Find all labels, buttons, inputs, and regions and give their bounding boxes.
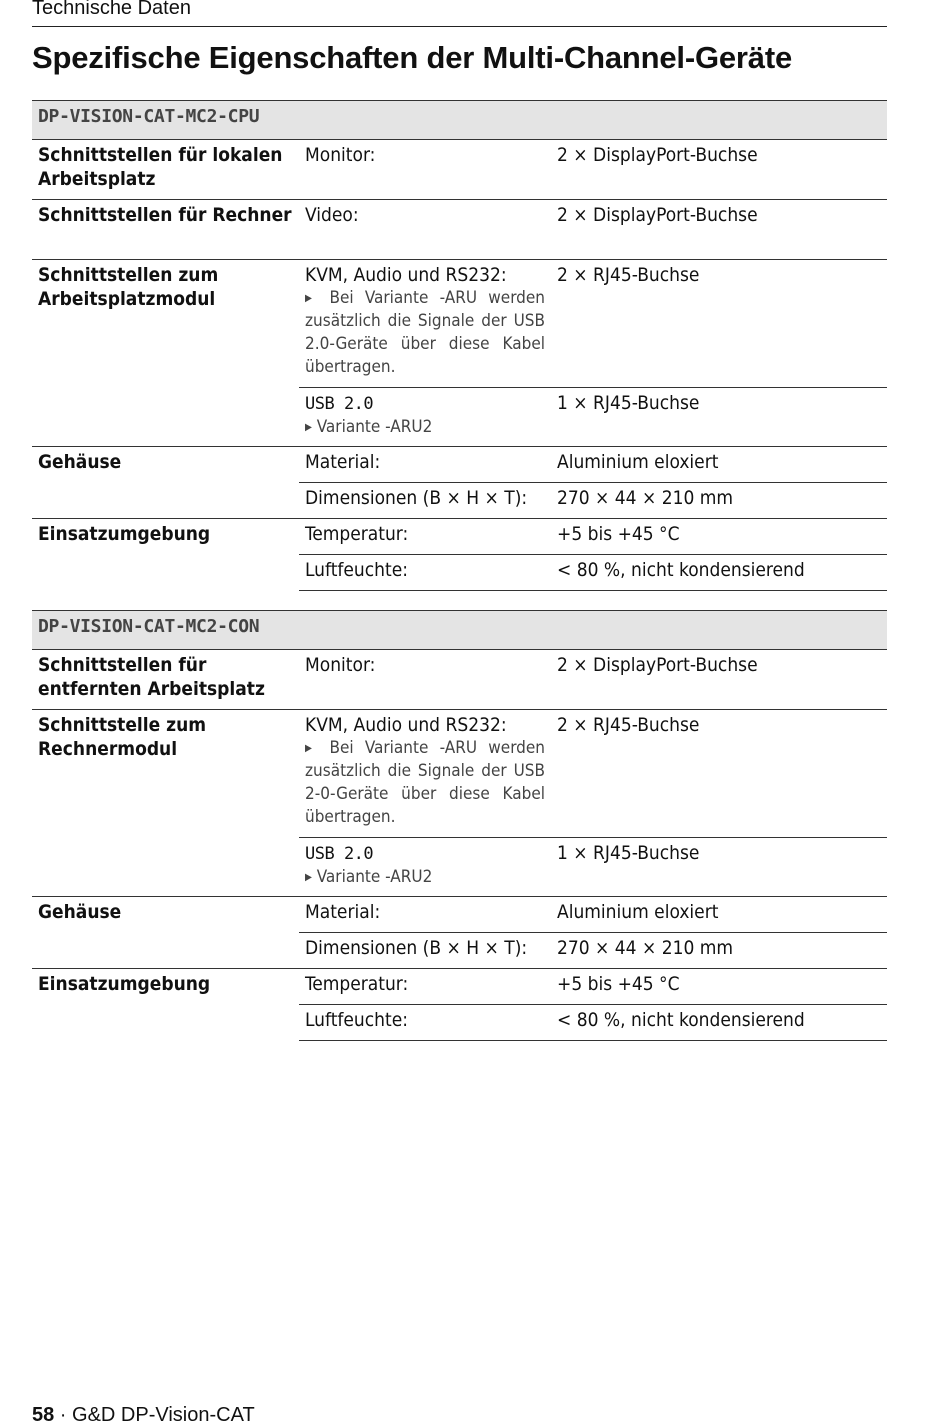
footer-separator: · bbox=[54, 1404, 73, 1426]
row-value: Aluminium eloxiert bbox=[557, 901, 719, 923]
row-note: ▶ Bei Variante -ARU werden zusätzlich die Signale der USB 2.0-Geräte über diese Kabel übertragen. bbox=[305, 288, 545, 377]
page-number: 58 bbox=[32, 1404, 55, 1426]
table-row bbox=[32, 519, 887, 555]
row-key bbox=[299, 838, 551, 897]
row-label: Schnittstellen zum Arbeitsplatzmodul bbox=[38, 264, 219, 310]
row-note: ▶ Variante -ARU2 bbox=[305, 867, 433, 887]
row-key: Temperatur: bbox=[305, 523, 409, 545]
row-key: Monitor: bbox=[305, 654, 376, 676]
row-label: Schnittstellen für Rechner bbox=[38, 204, 292, 226]
table-header-row bbox=[32, 611, 887, 650]
row-key bbox=[299, 388, 551, 447]
row-value: 1 × RJ45-Buchse bbox=[551, 388, 887, 447]
row-key bbox=[299, 260, 551, 388]
triangle-bullet-icon: ▶ bbox=[305, 872, 312, 883]
row-label: Schnittstellen für entfernten Arbeitsplatz bbox=[38, 654, 265, 700]
row-key: Temperatur: bbox=[305, 973, 409, 995]
row-key bbox=[299, 710, 551, 838]
row-label: Gehäuse bbox=[38, 451, 122, 473]
page-footer bbox=[32, 1404, 255, 1427]
running-head: Technische Daten bbox=[32, 0, 191, 19]
row-value: 1 × RJ45-Buchse bbox=[551, 838, 887, 897]
row-note: ▶ Bei Variante -ARU werden zusätzlich die Signale der USB 2-0-Geräte über diese Kabel übertragen. bbox=[305, 738, 545, 827]
row-key-text: KVM, Audio und RS232: bbox=[305, 714, 507, 736]
row-label: Einsatzumgebung bbox=[38, 523, 211, 545]
page-title: Spezifische Eigenschaften der Multi-Channel-Geräte bbox=[32, 40, 792, 75]
table-row bbox=[32, 200, 887, 260]
table-row bbox=[32, 969, 887, 1005]
row-key: Dimensionen (B × H × T): bbox=[299, 933, 551, 969]
footer-product: G&D DP-Vision-CAT bbox=[72, 1404, 255, 1426]
spec-table-cpu bbox=[32, 100, 887, 591]
row-key: Luftfeuchte: bbox=[299, 1005, 551, 1041]
spec-table-con bbox=[32, 610, 887, 1041]
table-row bbox=[32, 260, 887, 388]
row-value: 2 × DisplayPort-Buchse bbox=[557, 654, 758, 676]
row-value: 2 × RJ45-Buchse bbox=[557, 264, 700, 286]
row-value: 2 × RJ45-Buchse bbox=[557, 714, 700, 736]
table-row bbox=[32, 447, 887, 483]
row-key-text: USB 2.0 bbox=[305, 394, 374, 414]
row-key: Material: bbox=[305, 901, 381, 923]
triangle-bullet-icon: ▶ bbox=[305, 743, 319, 754]
row-value: 2 × DisplayPort-Buchse bbox=[557, 204, 758, 226]
model-name: DP-VISION-CAT-MC2-CPU bbox=[32, 101, 887, 140]
row-key: Monitor: bbox=[305, 144, 376, 166]
table-row bbox=[32, 710, 887, 838]
row-key-text: KVM, Audio und RS232: bbox=[305, 264, 507, 286]
row-value: 270 × 44 × 210 mm bbox=[551, 483, 887, 519]
header-rule bbox=[32, 26, 887, 27]
row-value: < 80 %, nicht kondensierend bbox=[551, 555, 887, 591]
row-value: < 80 %, nicht kondensierend bbox=[551, 1005, 887, 1041]
row-key: Video: bbox=[305, 204, 359, 226]
row-value: Aluminium eloxiert bbox=[557, 451, 719, 473]
triangle-bullet-icon: ▶ bbox=[305, 293, 319, 304]
row-key: Dimensionen (B × H × T): bbox=[299, 483, 551, 519]
table-row bbox=[32, 897, 887, 933]
row-value: +5 bis +45 °C bbox=[557, 973, 680, 995]
row-key-text: USB 2.0 bbox=[305, 844, 374, 864]
row-value: +5 bis +45 °C bbox=[557, 523, 680, 545]
row-note: ▶ Variante -ARU2 bbox=[305, 417, 433, 437]
row-label: Schnittstelle zum Rechnermodul bbox=[38, 714, 207, 760]
row-key: Material: bbox=[305, 451, 381, 473]
row-value: 2 × DisplayPort-Buchse bbox=[557, 144, 758, 166]
row-label: Einsatzumgebung bbox=[38, 973, 211, 995]
model-name: DP-VISION-CAT-MC2-CON bbox=[32, 611, 887, 650]
row-label: Gehäuse bbox=[38, 901, 122, 923]
row-label: Schnittstellen für lokalen Arbeitsplatz bbox=[38, 144, 283, 190]
table-header-row bbox=[32, 101, 887, 140]
triangle-bullet-icon: ▶ bbox=[305, 422, 312, 433]
table-row bbox=[32, 650, 887, 710]
row-value: 270 × 44 × 210 mm bbox=[551, 933, 887, 969]
table-row bbox=[32, 140, 887, 200]
row-key: Luftfeuchte: bbox=[299, 555, 551, 591]
